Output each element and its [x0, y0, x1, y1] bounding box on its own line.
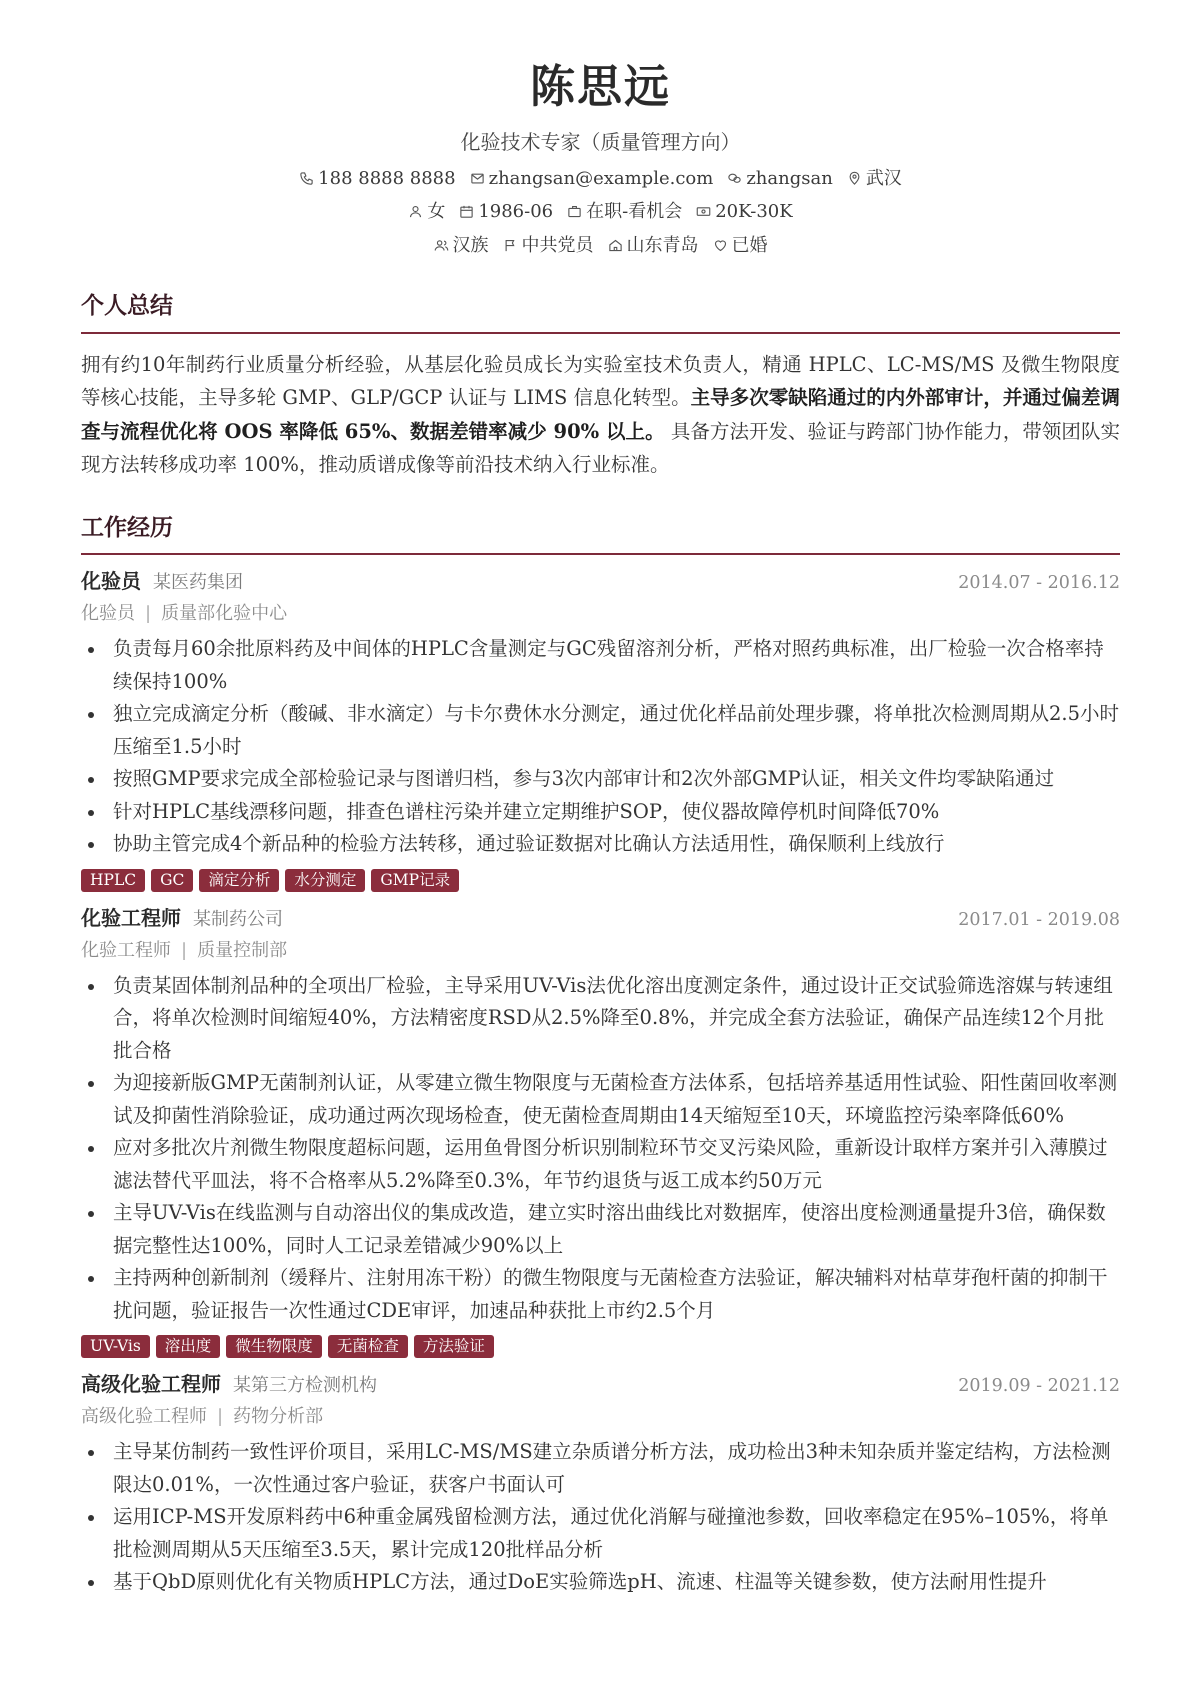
section-title: 个人总结 [81, 292, 1120, 334]
job-entry [81, 1372, 1120, 1598]
job-header [81, 906, 1120, 931]
info-gender: 女 [408, 201, 445, 223]
company-name: 某医药集团 [153, 572, 243, 594]
job-period: 2017.01 - 2019.08 [958, 909, 1120, 930]
job-bullets [81, 1436, 1120, 1599]
home-icon [608, 238, 623, 253]
briefcase-icon [567, 204, 582, 219]
list-item: 主导某仿制药一致性评价项目，采用LC-MS/MS建立杂质谱分析方法，成功检出3种未知杂质并鉴定结构，方法检测限达0.01%，一次性通过客户验证，获客户书面认可 [81, 1436, 1120, 1501]
list-item: 运用ICP-MS开发原料药中6种重金属残留检测方法，通过优化消解与碰撞池参数，回收率稳定在95%–105%，将单批检测周期从5天压缩至3.5天，累计完成120批样品分析 [81, 1501, 1120, 1566]
list-item: 应对多批次片剂微生物限度超标问题，运用鱼骨图分析识别制粒环节交叉污染风险，重新设计取样方案并引入薄膜过滤法替代平皿法，将不合格率从5.2%降至0.3%，年节约退货与返工成本约50万元 [81, 1132, 1120, 1197]
info-ethnicity: 汉族 [434, 235, 489, 257]
separator: | [217, 1406, 224, 1428]
skill-tag: 溶出度 [156, 1335, 221, 1358]
job-list [81, 569, 1120, 1598]
mail-icon [470, 171, 485, 186]
job-title: 化验员 [81, 569, 141, 594]
list-item: 为迎接新版GMP无菌制剂认证，从零建立微生物限度与无菌检查方法体系，包括培养基适用性试验、阳性菌回收率测试及抑菌性消除验证，成功通过两次现场检查，使无菌检查周期由14天缩短至10天，环境监控污染率降低60% [81, 1067, 1120, 1132]
skill-tag: 方法验证 [414, 1335, 494, 1358]
list-item: 主持两种创新制剂（缓释片、注射用冻干粉）的微生物限度与无菌检查方法验证，解决辅料对枯草芽孢杆菌的抑制干扰问题，验证报告一次性通过CDE审评，加速品种获批上市约2.5个月 [81, 1262, 1120, 1327]
skill-tag: 微生物限度 [226, 1335, 322, 1358]
info-marital: 已婚 [713, 235, 768, 257]
list-item: 针对HPLC基线漂移问题，排查色谱柱污染并建立定期维护SOP，使仪器故障停机时间降低70% [81, 796, 1120, 829]
list-item: 基于QbD原则优化有关物质HPLC方法，通过DoE实验筛选pH、流速、柱温等关键参数，使方法耐用性提升 [81, 1566, 1120, 1599]
phone-icon [299, 171, 314, 186]
contact-city: 武汉 [847, 168, 902, 190]
calendar-icon [459, 204, 474, 219]
company-name: 某制药公司 [193, 908, 283, 930]
info-status: 在职-看机会 [567, 201, 682, 223]
job-period: 2014.07 - 2016.12 [958, 573, 1120, 594]
job-header [81, 1372, 1120, 1397]
skill-tag: 水分测定 [285, 869, 365, 892]
separator: | [181, 939, 188, 961]
skill-tag: HPLC [81, 869, 145, 892]
job-period: 2019.09 - 2021.12 [958, 1376, 1120, 1397]
info-politics: 中共党员 [503, 235, 594, 257]
summary-text: 拥有约10年制药行业质量分析经验，从基层化验员成长为实验室技术负责人，精通 HPLC、LC-MS/MS 及微生物限度等核心技能，主导多轮 GMP、GLP/GCP 认证与 LIMS 信息化转型。主导多次零缺陷通过的内外部审计，并通过偏差调查与流程优化将 OOS 率降低 65%、数据差错率减少 90% 以上。 具备方法开发、验证与跨部门协作能力，带领团队实现方法转移成功率 100%，推动质谱成像等前沿技术纳入行业标准。 [81, 352, 1120, 477]
location-icon [847, 171, 862, 186]
job-title: 化验工程师 [81, 905, 181, 930]
job-entry [81, 569, 1120, 891]
people-icon [434, 238, 449, 253]
company-name: 某第三方检测机构 [233, 1375, 377, 1397]
skill-tag: GC [151, 869, 193, 892]
job-department: 药物分析部 [233, 1406, 324, 1428]
job-department: 质量控制部 [197, 939, 288, 961]
list-item: 按照GMP要求完成全部检验记录与图谱归档，参与3次内部审计和2次外部GMP认证，相关文件均零缺陷通过 [81, 763, 1120, 796]
job-role: 化验员 [81, 603, 135, 625]
skill-tag: GMP记录 [371, 869, 459, 892]
list-item: 负责某固体制剂品种的全项出厂检验，主导采用UV-Vis法优化溶出度测定条件，通过设计正交试验筛选溶媒与转速组合，将单次检测时间缩短40%，方法精密度RSD从2.5%降至0.8%，并完成全套方法验证，确保产品连续12个月批批合格 [81, 970, 1120, 1068]
job-bullets [81, 970, 1120, 1328]
contact-phone: 188 8888 8888 [299, 168, 455, 190]
skill-tags [81, 869, 1120, 892]
skill-tag: 滴定分析 [199, 869, 279, 892]
flag-icon [503, 238, 518, 253]
job-role-line [81, 940, 1120, 962]
info-birth: 1986-06 [459, 201, 553, 223]
money-icon [696, 204, 711, 219]
skill-tag: 无菌检查 [328, 1335, 408, 1358]
job-entry [81, 906, 1120, 1358]
info-salary: 20K-30K [696, 201, 792, 223]
separator: | [145, 603, 152, 625]
extra-line [81, 235, 1120, 257]
skill-tags [81, 1335, 1120, 1358]
list-item: 负责每月60余批原料药及中间体的HPLC含量测定与GC残留溶剂分析，严格对照药典标准，出厂检验一次合格率持续保持100% [81, 633, 1120, 698]
job-role: 化验工程师 [81, 939, 171, 961]
job-intention: 化验技术专家（质量管理方向） [460, 129, 741, 154]
candidate-name: 陈思远 [529, 60, 671, 113]
job-role: 高级化验工程师 [81, 1406, 207, 1428]
job-header [81, 569, 1120, 594]
heart-icon [713, 238, 728, 253]
job-role-line [81, 1406, 1120, 1428]
wechat-icon [727, 171, 742, 186]
job-department: 质量部化验中心 [161, 603, 288, 625]
info-hometown: 山东青岛 [608, 235, 699, 257]
work-section [81, 514, 1120, 1599]
job-role-line [81, 603, 1120, 625]
personal-line [81, 201, 1120, 223]
contact-email: zhangsan@example.com [470, 168, 714, 190]
job-bullets [81, 633, 1120, 861]
list-item: 协助主管完成4个新品种的检验方法转移，通过验证数据对比确认方法适用性，确保顺利上线放行 [81, 828, 1120, 861]
user-icon [408, 204, 423, 219]
section-title: 工作经历 [81, 514, 1120, 556]
summary-highlight: 主导多次零缺陷通过的内外部审计，并通过偏差调查与流程优化将 OOS 率降低 65%、数据差错率减少 90% 以上。 [81, 386, 1120, 443]
job-title: 高级化验工程师 [81, 1372, 221, 1397]
contact-wechat: zhangsan [727, 168, 832, 190]
list-item: 独立完成滴定分析（酸碱、非水滴定）与卡尔费休水分测定，通过优化样品前处理步骤，将单批次检测周期从2.5小时压缩至1.5小时 [81, 698, 1120, 763]
list-item: 主导UV-Vis在线监测与自动溶出仪的集成改造，建立实时溶出曲线比对数据库，使溶出度检测通量提升3倍，确保数据完整性达100%，同时人工记录差错减少90%以上 [81, 1197, 1120, 1262]
contact-line [81, 168, 1120, 190]
summary-section [81, 292, 1120, 482]
skill-tag: UV-Vis [81, 1335, 150, 1358]
